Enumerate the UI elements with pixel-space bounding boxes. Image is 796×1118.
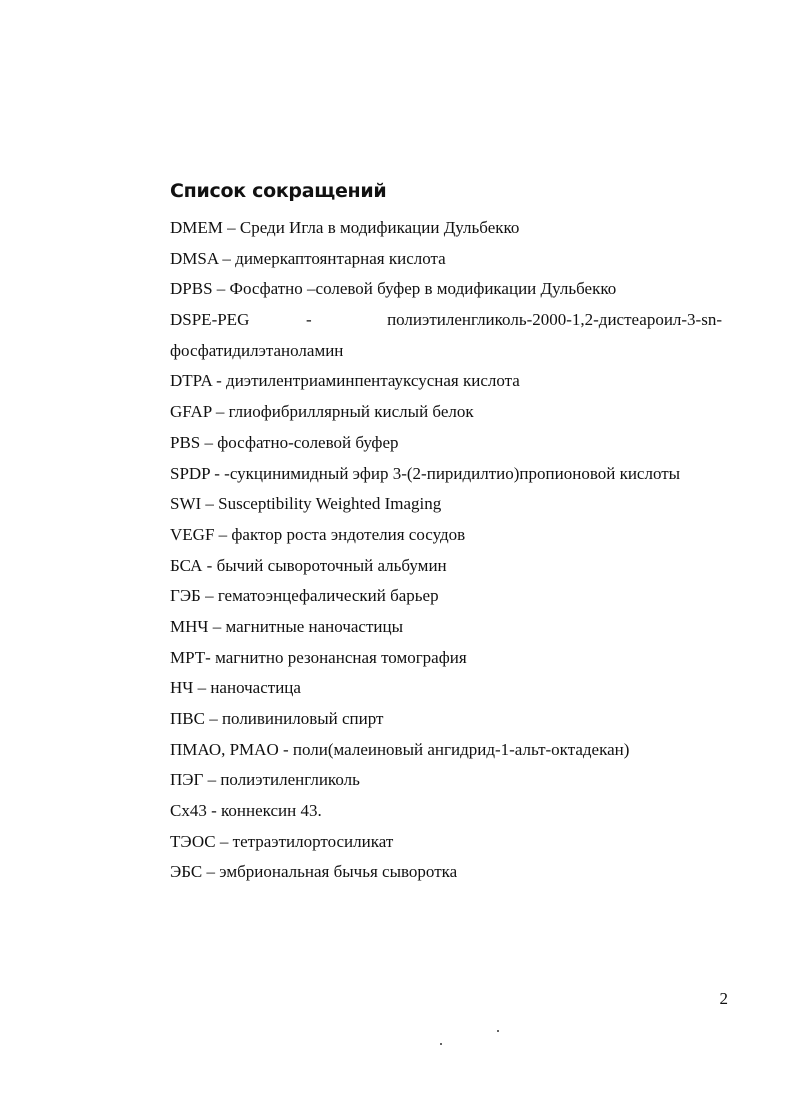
list-item bbox=[170, 399, 730, 430]
page-title: Список сокращений bbox=[170, 180, 387, 202]
abbreviation-text: ПМАО, PMAO - поли(малеиновый ангидрид-1-альт-октадекан) bbox=[170, 739, 630, 759]
list-item bbox=[170, 645, 730, 676]
abbreviation-dash: - bbox=[306, 310, 312, 330]
list-item-continuation bbox=[170, 338, 730, 369]
abbreviation-text: ЭБС – эмбриональная бычья сыворотка bbox=[170, 862, 458, 882]
abbreviation-text: DPBS – Фосфатно –солевой буфер в модификации Дульбекко bbox=[170, 279, 617, 299]
abbreviation-text: ПЭГ – полиэтиленгликоль bbox=[170, 770, 360, 790]
list-item bbox=[170, 614, 730, 645]
abbreviation-text: SWI – Susceptibility Weighted Imaging bbox=[170, 494, 442, 514]
list-item bbox=[170, 276, 730, 307]
abbreviation-text: GFAP – глиофибриллярный кислый белок bbox=[170, 402, 474, 422]
abbreviation-text: ПВС – поливиниловый спирт bbox=[170, 709, 384, 728]
abbreviation-text: МНЧ – магнитные наночастицы bbox=[170, 616, 404, 636]
list-item bbox=[170, 430, 730, 461]
list-item bbox=[170, 859, 730, 890]
list-item bbox=[170, 553, 730, 584]
scan-speck bbox=[440, 1043, 442, 1045]
list-item bbox=[170, 829, 730, 860]
abbreviation-text: DTPA - диэтилентриаминпентауксусная кислота bbox=[170, 371, 520, 391]
list-item bbox=[170, 307, 730, 338]
abbreviation-term: DSPE-PEG bbox=[170, 310, 250, 330]
abbreviation-text: ГЭБ – гематоэнцефалический барьер bbox=[170, 586, 439, 606]
list-item bbox=[170, 461, 730, 492]
abbreviation-text: МРТ- магнитно резонансная томография bbox=[170, 647, 467, 667]
abbreviation-text: PBS – фосфатно-солевой буфер bbox=[170, 432, 399, 452]
abbreviation-text: VEGF – фактор роста эндотелия сосудов bbox=[170, 524, 466, 544]
list-item bbox=[170, 215, 730, 246]
abbreviation-text: НЧ – наночастица bbox=[170, 678, 301, 698]
abbreviation-definition-first: полиэтиленгликоль-2000-1,2-дистеароил-3-sn- bbox=[387, 310, 722, 330]
list-item bbox=[170, 522, 730, 553]
abbreviation-text: БСА - бычий сывороточный альбумин bbox=[170, 555, 447, 575]
abbreviation-definition-second: фосфатидилэтаноламин bbox=[170, 340, 344, 360]
list-item bbox=[170, 706, 730, 737]
scan-speck bbox=[497, 1030, 499, 1032]
list-item bbox=[170, 737, 730, 768]
justified-line bbox=[170, 307, 722, 333]
abbreviation-text: SPDP - -сукцинимидный эфир 3-(2-пиридилтио)пропионовой кислоты bbox=[170, 463, 681, 483]
list-item bbox=[170, 583, 730, 614]
abbreviation-text: ТЭОС – тетраэтилортосиликат bbox=[170, 831, 394, 851]
abbreviation-list bbox=[170, 215, 730, 890]
list-item bbox=[170, 675, 730, 706]
list-item bbox=[170, 798, 730, 829]
page-number: 2 bbox=[719, 989, 728, 1008]
abbreviation-text: DMSA – димеркаптоянтарная кислота bbox=[170, 248, 446, 268]
abbreviation-text: DMEM – Среди Игла в модификации Дульбекко bbox=[170, 218, 520, 237]
list-item bbox=[170, 246, 730, 277]
abbreviation-text: Cx43 - коннексин 43. bbox=[170, 801, 322, 821]
list-item bbox=[170, 767, 730, 798]
list-item bbox=[170, 368, 730, 399]
list-item bbox=[170, 491, 730, 522]
